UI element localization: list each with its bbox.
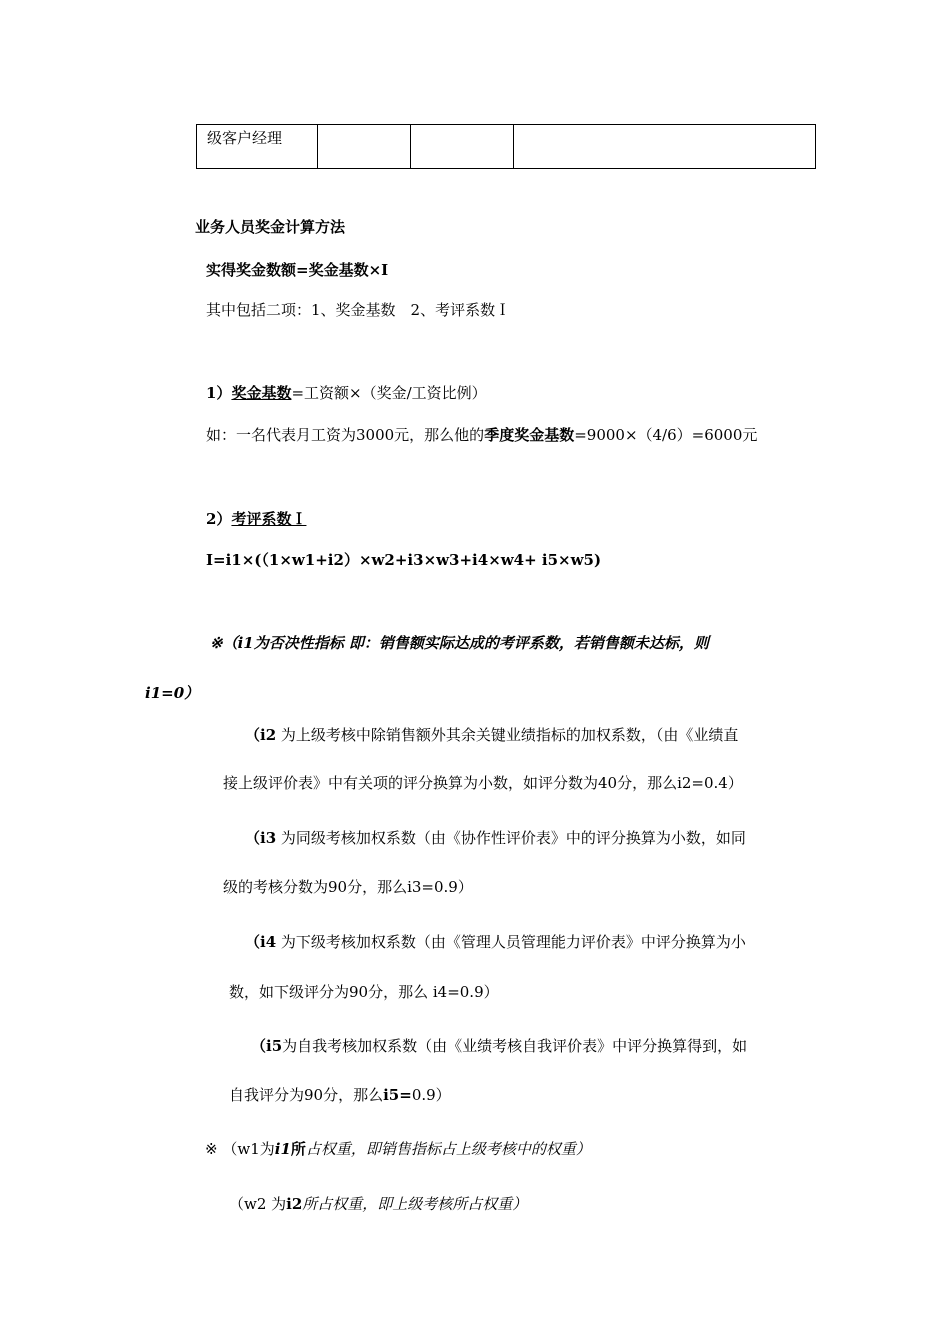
item1-heading [206, 383, 487, 403]
note-i4-label: （i4 [245, 933, 277, 951]
note-i4-line1 [245, 932, 746, 952]
note-i3-line1 [245, 828, 746, 848]
item1-definition: =工资额×（奖金/工资比例） [291, 384, 487, 402]
note-w1-d: 占权重，即销售指标占上级考核中的权重） [305, 1140, 591, 1158]
item2-heading [206, 509, 306, 529]
note-w1-a: （w1为 [222, 1140, 275, 1158]
item1-example [206, 425, 757, 445]
note-i5-line2 [229, 1085, 451, 1105]
example-term: 季度奖金基数 [484, 426, 575, 444]
main-formula: 实得奖金数额=奖金基数×I [206, 261, 389, 279]
note-i4-line2: 数，如下级评分为90分，那么 i4=0.9） [229, 983, 499, 1001]
reference-mark: ※ [205, 1140, 218, 1158]
note-i5-label: （i5 [251, 1037, 283, 1055]
table-cell [318, 125, 411, 169]
note-w1 [205, 1139, 591, 1159]
example-text-a: 如：一名代表月工资为3000元，那么他的 [206, 426, 485, 444]
note-w2 [229, 1194, 527, 1214]
intro-text: 其中包括二项：1、奖金基数 2、考评系数Ｉ [206, 301, 511, 319]
note-w2-b: i2 [286, 1195, 303, 1213]
note-w1-b: i1 [274, 1140, 291, 1158]
table-cell [514, 125, 816, 169]
item2-term: 考评系数Ｉ [231, 510, 307, 528]
note-i1-line1: ※（i1为否决性指标 即：销售额实际达成的考评系数，若销售额未达标，则 [210, 634, 709, 652]
note-i5-line1 [251, 1036, 747, 1056]
note-i3-label: （i3 [245, 829, 277, 847]
item1-term: 奖金基数 [231, 384, 292, 402]
table-cell-position: 级客户经理 [197, 125, 318, 169]
note-i2-label: （i2 [245, 726, 277, 744]
note-w2-a: （w2 为 [229, 1195, 287, 1213]
item2-prefix: 2） [206, 510, 232, 528]
note-i1-line2: i1=0） [145, 684, 200, 702]
table-cell [411, 125, 514, 169]
section-title: 业务人员奖金计算方法 [195, 218, 346, 236]
example-text-b: =9000×（4/6）=6000元 [574, 426, 758, 444]
item2-formula: I=i1×(（1×w1+i2）×w2+i3×w3+i4×w4+ i5×w5) [206, 551, 602, 569]
note-i3-text: 为同级考核加权系数（由《协作性评价表》中的评分换算为小数，如同 [276, 829, 746, 847]
note-i2-text: 为上级考核中除销售额外其余关键业绩指标的加权系数，（由《业绩直 [276, 726, 739, 744]
note-i5-value: 0.9） [411, 1086, 451, 1104]
note-i4-text: 为下级考核加权系数（由《管理人员管理能力评价表》中评分换算为小 [276, 933, 746, 951]
note-i5-text2: 自我评分为90分，那么 [229, 1086, 384, 1104]
note-i5-value-label: i5= [383, 1086, 412, 1104]
note-w2-c: 所占权重，即上级考核所占权重） [302, 1195, 528, 1213]
item1-prefix: 1） [206, 384, 232, 402]
note-w1-c: 所 [290, 1140, 306, 1158]
note-i2-line1 [245, 725, 738, 745]
table-row [197, 125, 816, 169]
note-i3-line2: 级的考核分数为90分，那么i3=0.9） [223, 878, 473, 896]
note-i2-line2: 接上级评价表》中有关项的评分换算为小数，如评分数为40分，那么i2=0.4） [223, 774, 743, 792]
note-i5-text: 为自我考核加权系数（由《业绩考核自我评价表》中评分换算得到，如 [282, 1037, 748, 1055]
position-table [196, 124, 816, 169]
